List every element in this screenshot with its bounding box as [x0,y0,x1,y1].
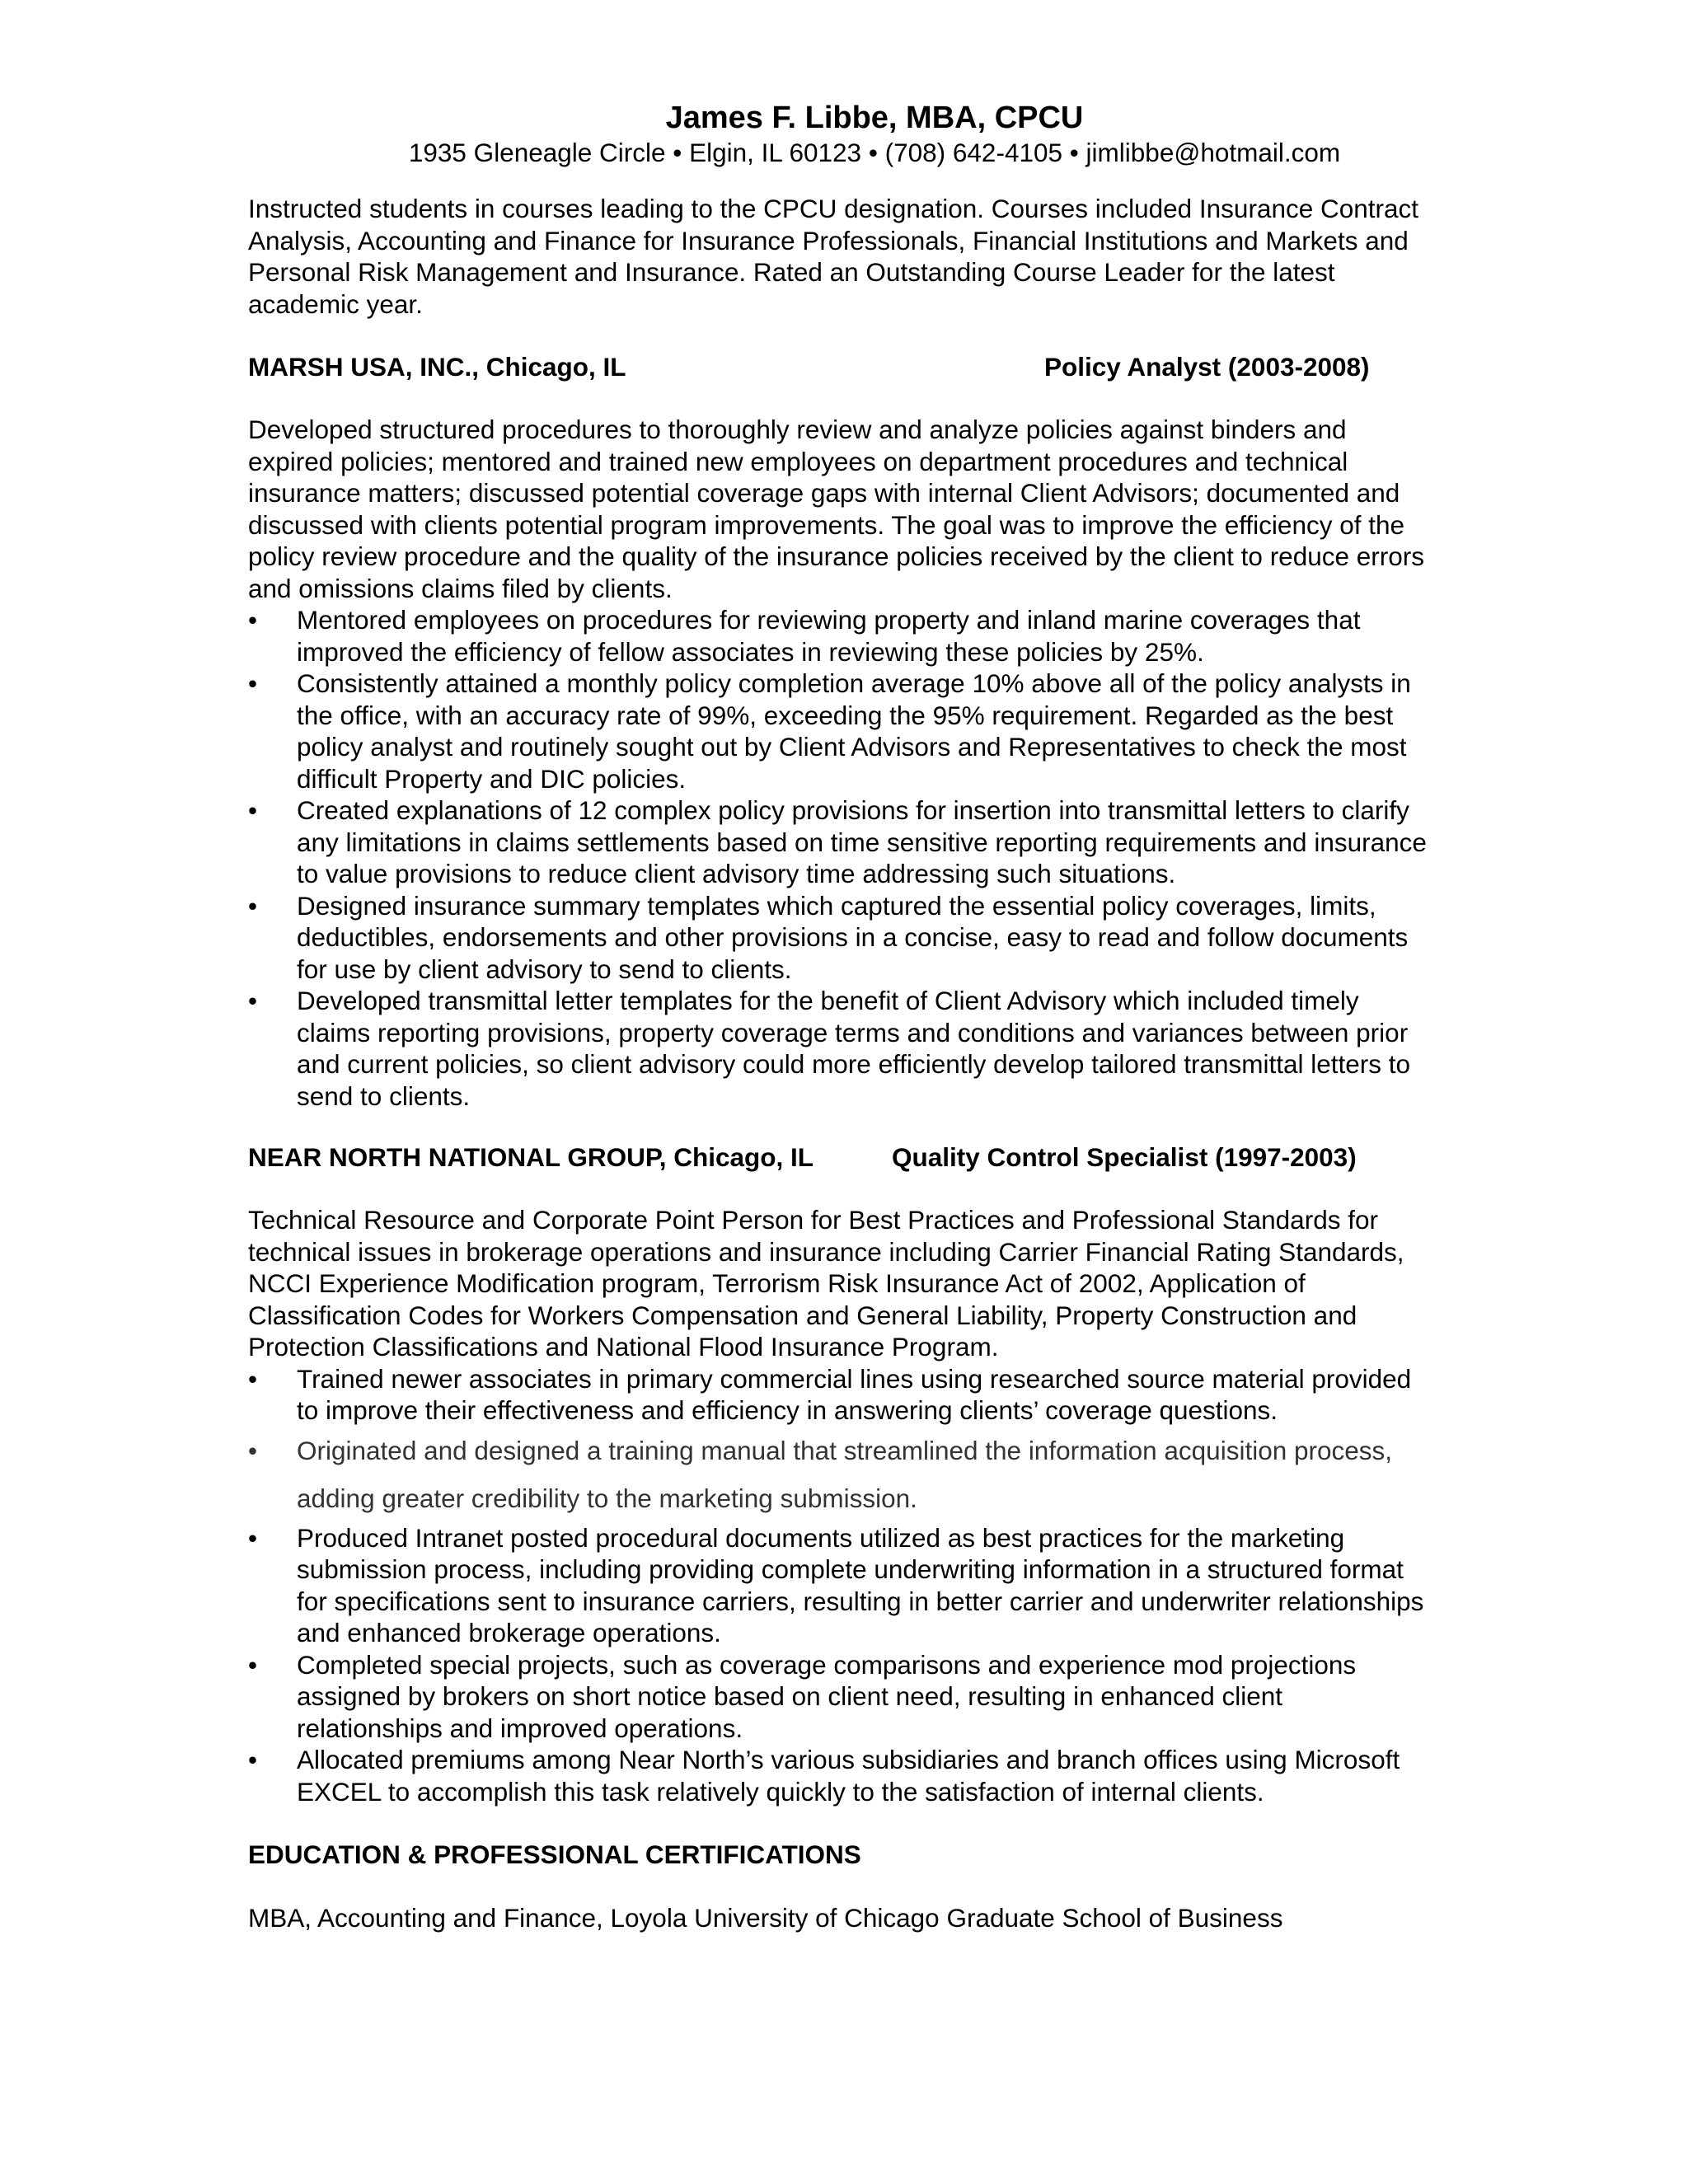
job-heading-marsh [248,351,1435,384]
job-summary: Technical Resource and Corporate Point Person for Best Practices and Professional Standards for technical issues in brokerage operations and insurance including Carrier Financial Rating Standards, NCCI Experience Modification program, Terrorism Risk Insurance Act of 2002, Application of Classification Codes for Workers Compensation and General Liability, Property Construction and Protection Classifications and National Flood Insurance Program. [248,1205,1404,1361]
bullet-text: Designed insurance summary templates which captured the essential policy coverages, limits, deductibles, endorsements and other provisions in a concise, easy to read and follow documents for use by client advisory to send to clients. [297,890,1409,984]
list-item [248,1363,1435,1427]
bullet-text: Produced Intranet posted procedural documents utilized as best practices for the marketing submission process, including providing complete underwriting information in a structured format for specifications sent to insurance carriers, resulting in better carrier and underwriter relationships and enhanced brokerage operations. [297,1522,1424,1647]
candidate-name: James F. Libbe, MBA, CPCU [665,101,1084,135]
bullet-glyph: • [248,1363,258,1394]
list-item [248,1744,1435,1807]
education-item: MBA, Accounting and Finance, Loyola University of Chicago Graduate School of Business [248,1902,1283,1933]
bullet-text: Created explanations of 12 complex policy provisions for insertion into transmittal letters to clarify any limitations in claims settlements based on time sensitive reporting requirements and insurance to value provisions to reduce client advisory time addressing such situations. [297,795,1427,888]
resume-header [34,99,1688,168]
bullet-text: Trained newer associates in primary commercial lines using researched source material provided to improve their effectiveness and efficiency in answering clients’ coverage questions. [297,1363,1412,1425]
job-title: Policy Analyst (2003-2008) [1044,352,1370,382]
bullet-text: Consistently attained a monthly policy completion average 10% above all of the policy analysts in the office, with an accuracy rate of 99%, exceeding the 95% requirement. Regarded as the best policy analyst and routinely sought out by Client Advisors and Representatives to check the most difficult Property and DIC policies. [297,668,1411,794]
job-heading-near-north [248,1141,1435,1174]
job-bullets-marsh [248,604,1435,1112]
bullet-glyph: • [248,668,258,698]
job-summary: Developed structured procedures to thoroughly review and analyze policies against binders and expired policies; mentored and trained new employees on department procedures and technical insurance matters; discussed potential coverage gaps with internal Client Advisors; documented and discussed with clients potential program improvements. The goal was to improve the efficiency of the policy review procedure and the quality of the insurance policies received by the client to reduce errors and omissions claims filed by clients. [248,415,1425,603]
bullet-text: Completed special projects, such as coverage comparisons and experience mod projections assigned by brokers on short notice based on client need, resulting in enhanced client relationships and improved operations. [297,1649,1357,1743]
list-item [248,1649,1435,1745]
bullet-glyph: • [248,605,258,635]
bullet-glyph: • [248,1522,258,1553]
bullet-glyph: • [248,1649,258,1680]
intro-paragraph: Instructed students in courses leading to the CPCU designation. Courses included Insurance Contract Analysis, Accounting and Finance for Insurance Professionals, Financial Institutions and Markets and Personal Risk Management and Insurance. Rated an Outstanding Course Leader for the latest academic year. [248,194,1419,319]
list-item [248,1427,1435,1522]
bullet-glyph: • [248,986,258,1015]
bullet-glyph: • [248,1435,258,1465]
list-item [248,604,1435,668]
bullet-text: Allocated premiums among Near North’s various subsidiaries and branch offices using Microsoft EXCEL to accomplish this task relatively quickly to the satisfaction of internal clients. [297,1745,1400,1807]
job-company: NEAR NORTH NATIONAL GROUP, Chicago, IL [248,1142,814,1172]
resume-document [248,99,1435,1933]
list-item [248,890,1435,986]
job-company: MARSH USA, INC., Chicago, IL [248,352,626,382]
bullet-text: Originated and designed a training manual that streamlined the information acquisition process, adding greater credibility to the marketing submission. [297,1435,1393,1513]
bullet-text: Mentored employees on procedures for reviewing property and inland marine coverages that improved the efficiency of fellow associates in reviewing these policies by 25%. [297,605,1361,667]
list-item [248,1522,1435,1649]
job-title: Quality Control Specialist (1997-2003) [892,1142,1357,1172]
list-item [248,794,1435,890]
education-heading: EDUCATION & PROFESSIONAL CERTIFICATIONS [248,1840,861,1869]
bullet-text: Developed transmittal letter templates for the benefit of Client Advisory which included timely claims reporting provisions, property coverage terms and conditions and variances between prior and current policies, so client advisory could more efficiently develop tailored transmittal letters to send to clients. [297,986,1411,1111]
list-item [248,985,1435,1112]
bullet-glyph: • [248,890,258,921]
bullet-glyph: • [248,795,258,825]
contact-line: 1935 Gleneagle Circle • Elgin, IL 60123 • (708) 642-4105 • jimlibbe@hotmail.com [408,138,1341,167]
bullet-glyph: • [248,1745,258,1774]
list-item [248,668,1435,794]
job-bullets-near-north [248,1363,1435,1808]
